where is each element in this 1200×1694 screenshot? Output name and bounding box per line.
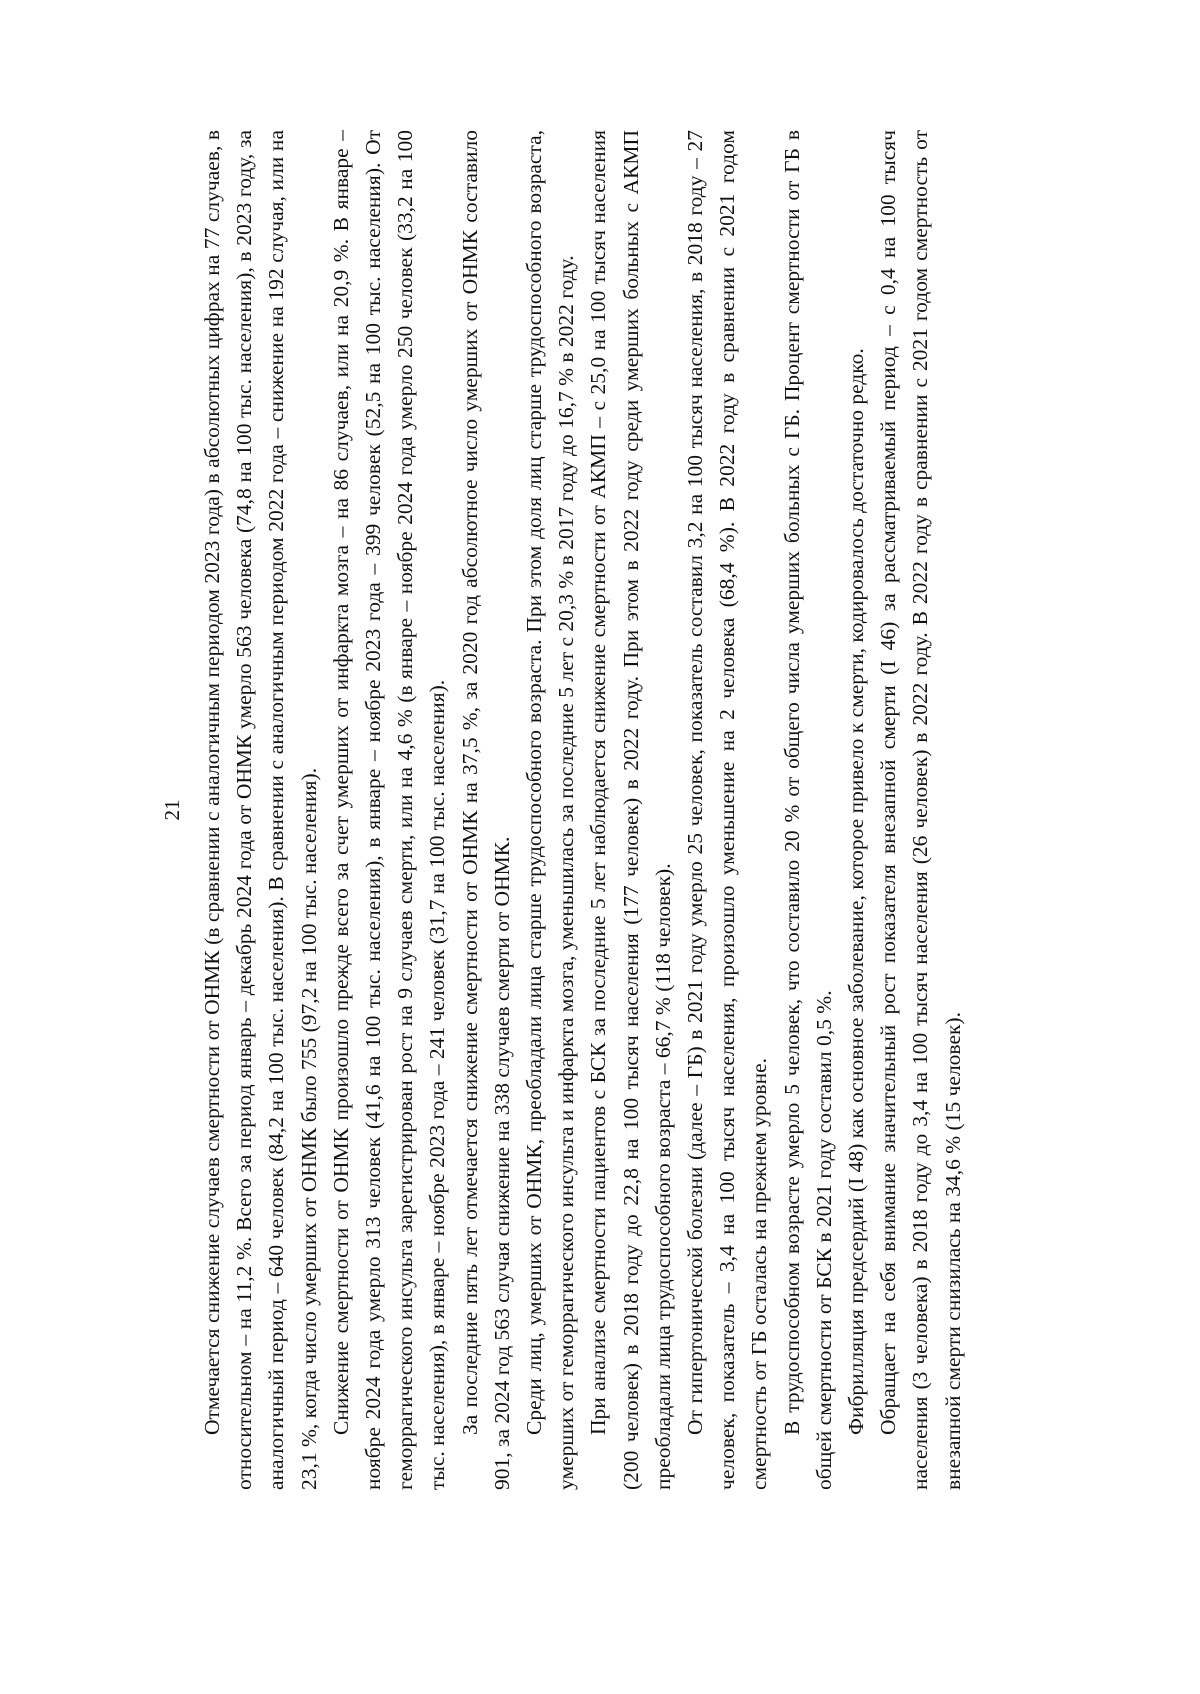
paragraph-onmk-decrease: Отмечается снижение случаев смертности от ОНМК (в сравнении с аналогичным периодом 2023 года) в абсолютных цифрах на 77 случаев, в относительном – на 11,2 %. Всего за период январь – декабрь 2024 года от ОНМК умерло 563 человека (74,8 на 100 тыс. населения), в 2023 году, за аналогичный период – 640 человек (84,2 на 100 тыс. населения). В сравнении с аналогичным периодом 2022 года – снижение на 192 случая, или на 23,1 %, когда число умерших от ОНМК было 755 (97,2 на 100 тыс. населения). — [200, 130, 321, 1490]
paragraph-brain-infarction: Снижение смертности от ОНМК произошло прежде всего за счет умерших от инфаркта мозга – на 86 случаев, или на 20,9 %. В январе – ноябре 2024 года умерло 313 человек (41,6 на 100 тыс. населения), в январе – ноябре 2023 года – 399 человек (52,5 на 100 тыс. населения). От геморрагического инсульта зарегистрирован рост на 9 случаев смерти, или на 4,6 % (в январе – ноябре 2024 года умерло 250 человек (33,2 на 100 тыс. населения), в январе – ноябре 2023 года – 241 человек (31,7 на 100 тыс. населения). — [328, 130, 450, 1490]
paragraph-five-year-trend: За последние пять лет отмечается снижение смертности от ОНМК на 37,5 %, за 2020 год абсолютное число умерших от ОНМК составило 901, за 2024 год 563 случая снижение на 338 случаев смерти от ОНМК. — [457, 130, 514, 1490]
paragraph-age-groups: Среди лиц, умерших от ОНМК, преобладали лица старше трудоспособного возраста. При этом доля лиц старше трудоспособного возраста, умерших от геморрагического инсульта и инфаркта мозга, уменьшилась за последние 5 лет с 20,3 % в 2017 году до 16,7 % в 2022 году. — [522, 130, 579, 1490]
paragraph-atrial-fibrillation: Фибрилляция предсердий (I 48) как основное заболевание, которое привело к смерти, кодировалось достаточно редко. — [844, 348, 869, 1435]
paragraph-akmp: При анализе смертности пациентов с БСК за последние 5 лет наблюдается снижение смертности от АКМП – с 25,0 на 100 тысяч населения (200 человек) в 2018 году до 22,8 на 100 тысяч населения (177 человек) в 2022 году. При этом в 2022 году среди умерших больных с АКМП преобладали лица трудоспособного возраста – 66,7 % (118 человек). — [586, 130, 675, 1490]
rotated-content — [160, 130, 1060, 1490]
paragraph-working-age: В трудоспособном возрасте умерло 5 человек, что составило 20 % от общего числа умерших больных с ГБ. Процент смертности от ГБ в общей смертности от БСК в 2021 году составил 0,5 %. — [779, 130, 836, 1490]
body-text — [196, 130, 969, 1490]
paragraph-sudden-death: Обращает на себя внимание значительный рост показателя внезапной смерти (I 46) за рассматриваемый период – с 0,4 на 100 тысяч населения (3 человека) в 2018 году до 3,4 на 100 тысяч населения (26 человек) в 2022 году. В 2022 году в сравнении с 2021 годом смертность от внезапной смерти снизилась на 34,6 % (15 человек). — [876, 130, 965, 1490]
page-number: 21 — [160, 799, 184, 821]
paragraph-hypertension: От гипертонической болезни (далее – ГБ) в 2021 году умерло 25 человек, показатель составил 3,2 на 100 тысяч населения, в 2018 году – 27 человек, показатель – 3,4 на 100 тысяч населения, произошло уменьшение на 2 человека (68,4 %). В 2022 году в сравнении с 2021 годом смертность от ГБ осталась на прежнем уровне. — [683, 130, 772, 1490]
